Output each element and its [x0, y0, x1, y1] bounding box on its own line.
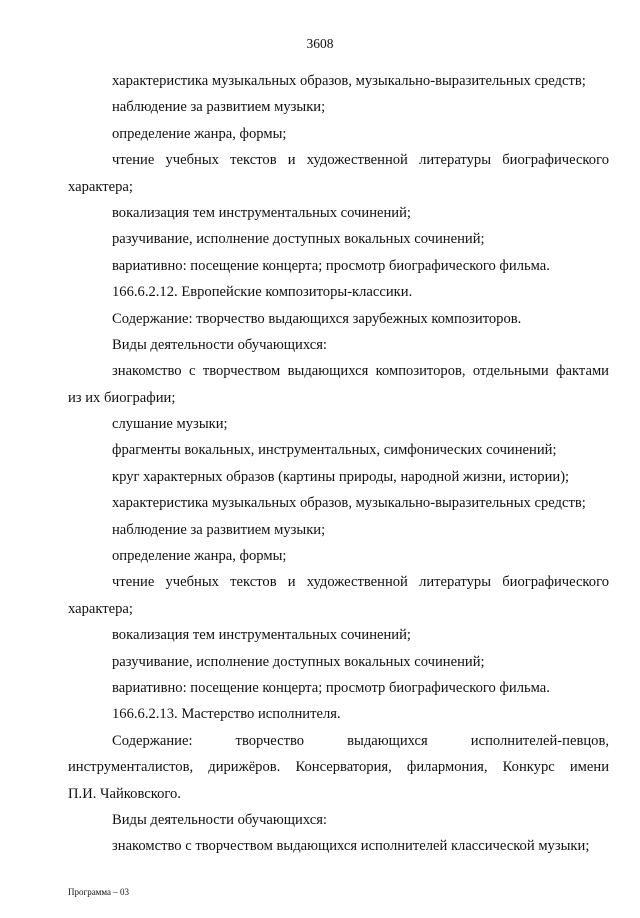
- text-line: 166.6.2.13. Мастерство исполнителя.: [112, 706, 341, 723]
- text-line: инструменталистов, дирижёров. Консерватория, филармония, Конкурс имени: [68, 759, 609, 776]
- text-line: вариативно: посещение концерта; просмотр биографического фильма.: [112, 257, 550, 274]
- text-line: чтение учебных текстов и художественной литературы биографического: [112, 574, 609, 591]
- text-line: характера;: [68, 178, 133, 195]
- text-line: разучивание, исполнение доступных вокальных сочинений;: [112, 653, 485, 670]
- text-line: наблюдение за развитием музыки;: [112, 521, 326, 538]
- text-line: определение жанра, формы;: [112, 548, 287, 565]
- body-text: [68, 68, 609, 860]
- text-line: Виды деятельности обучающихся:: [112, 811, 327, 828]
- text-line: Виды деятельности обучающихся:: [112, 336, 327, 353]
- text-line: Содержание: творчество выдающихся зарубежных композиторов.: [112, 310, 522, 327]
- text-line: наблюдение за развитием музыки;: [112, 99, 326, 116]
- text-line: 166.6.2.12. Европейские композиторы-классики.: [112, 284, 413, 301]
- text-line: круг характерных образов (картины природы, народной жизни, истории);: [112, 468, 570, 485]
- text-line: знакомство с творчеством выдающихся композиторов, отдельными фактами: [112, 363, 609, 380]
- footer-label: Программа – 03: [68, 887, 130, 897]
- text-line: вокализация тем инструментальных сочинений;: [112, 204, 411, 221]
- text-line: Содержание: творчество выдающихся исполнителей-певцов,: [112, 732, 609, 749]
- text-line: знакомство с творчеством выдающихся исполнителей классической музыки;: [112, 838, 590, 855]
- page-number: 3608: [306, 36, 334, 51]
- text-line: П.И. Чайковского.: [68, 785, 181, 802]
- text-line: характеристика музыкальных образов, музыкально-выразительных средств;: [112, 73, 586, 89]
- text-line: вариативно: посещение концерта; просмотр биографического фильма.: [112, 679, 550, 696]
- text-line: из их биографии;: [68, 389, 176, 406]
- text-line: вокализация тем инструментальных сочинений;: [112, 627, 411, 644]
- text-line: разучивание, исполнение доступных вокальных сочинений;: [112, 231, 485, 248]
- text-line: определение жанра, формы;: [112, 125, 287, 142]
- text-line: характера;: [68, 600, 133, 617]
- text-line: чтение учебных текстов и художественной литературы биографического: [112, 152, 609, 169]
- text-line: фрагменты вокальных, инструментальных, симфонических сочинений;: [112, 442, 557, 459]
- text-line: характеристика музыкальных образов, музыкально-выразительных средств;: [112, 495, 586, 512]
- text-line: слушание музыки;: [112, 416, 228, 433]
